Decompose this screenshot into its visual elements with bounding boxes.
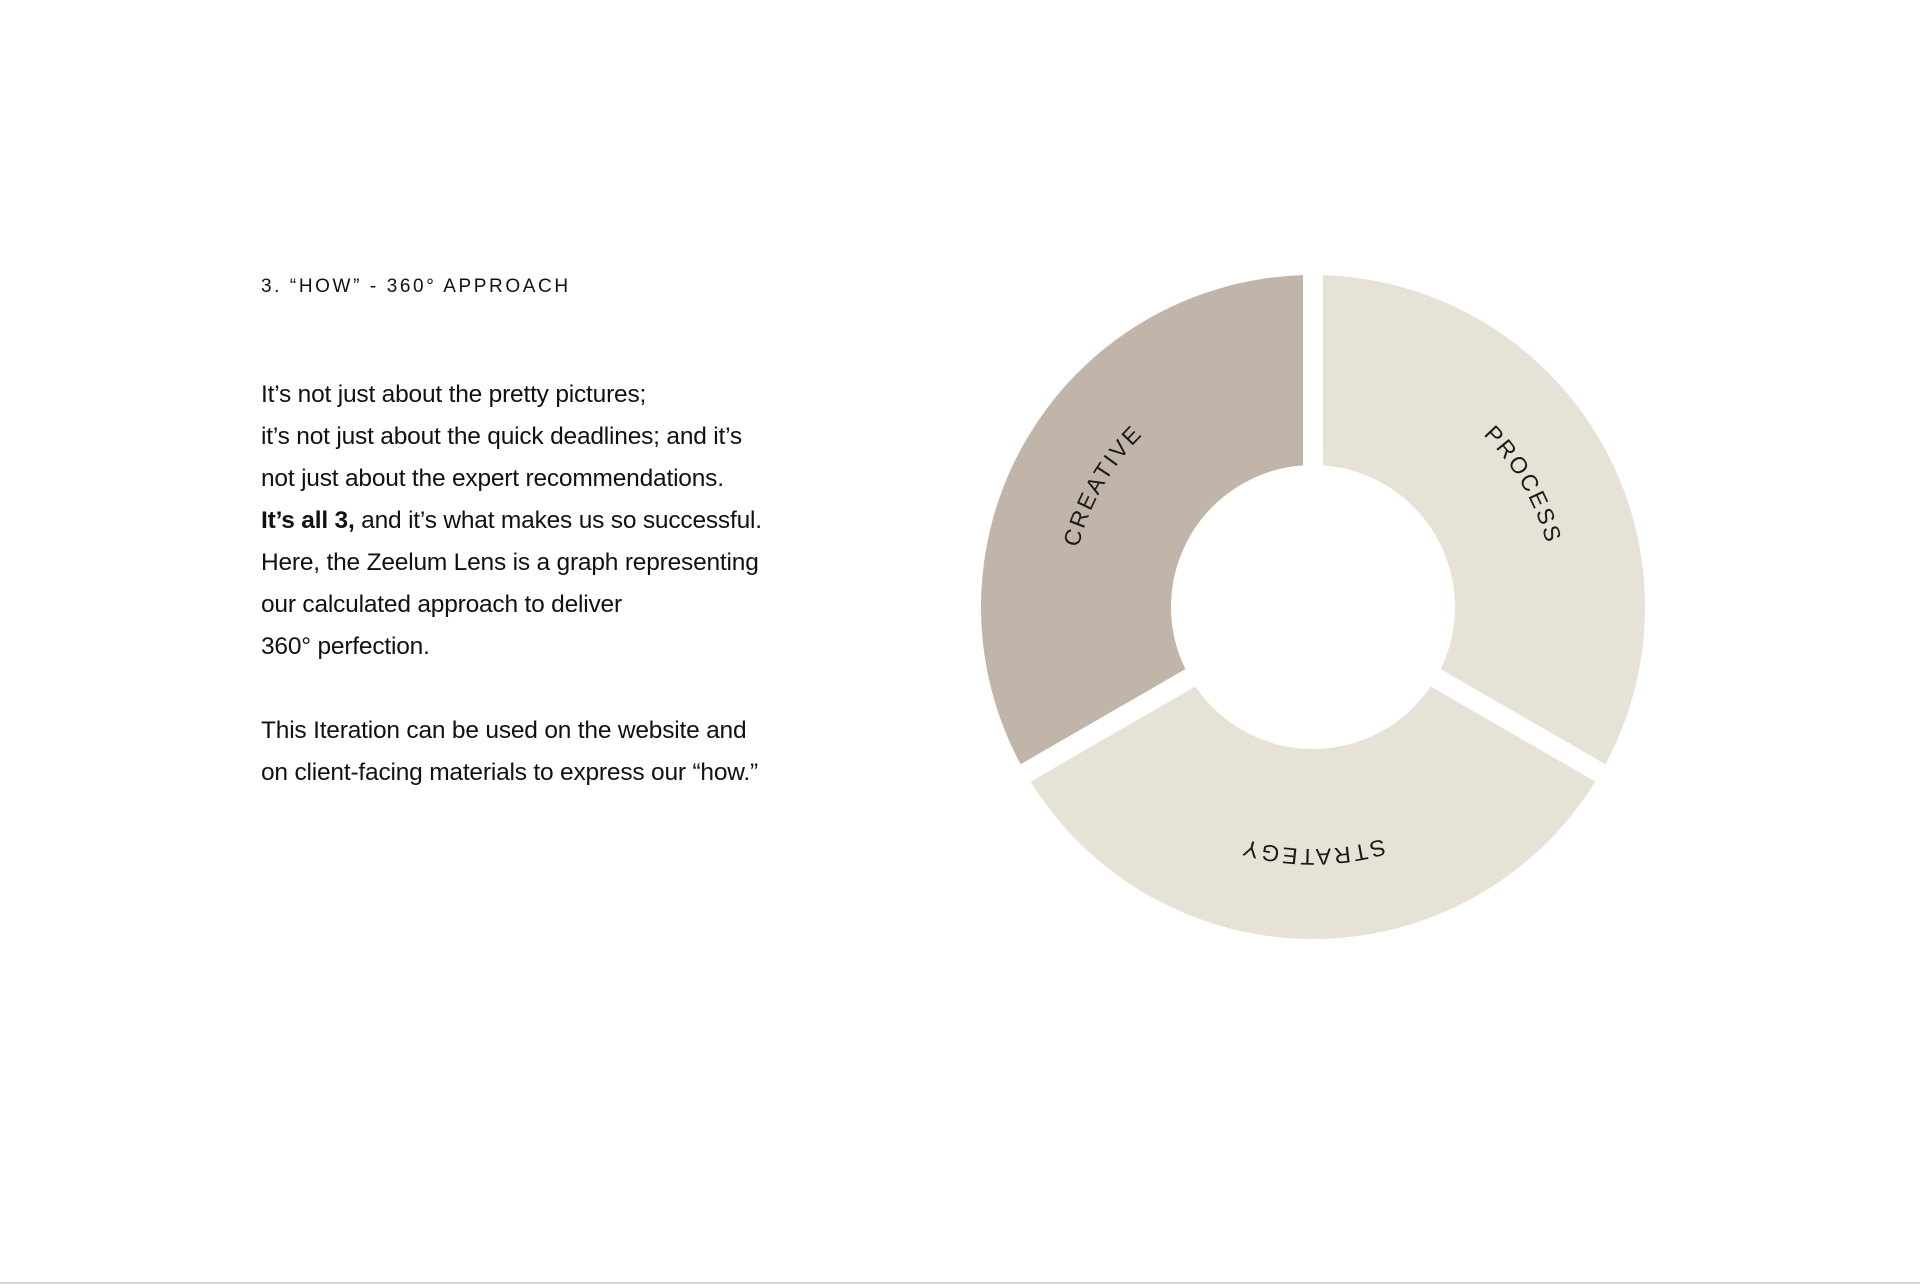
usage-paragraph: [261, 710, 861, 794]
lens-segment-creative: [981, 275, 1303, 764]
lens-label-process: PROCESS: [1479, 420, 1568, 548]
usage-line-2: on client-facing materials to express our “how.”: [261, 759, 758, 786]
zeelum-lens-diagram: [968, 262, 1658, 952]
lens-label-strategy: STRATEGY: [1237, 833, 1389, 871]
section-heading: 3. “HOW” - 360° APPROACH: [261, 276, 571, 297]
intro-line-2: it’s not just about the quick deadlines; and it’s: [261, 423, 742, 450]
lens-label-creative: CREATIVE: [1058, 418, 1148, 550]
text-column: [261, 272, 861, 794]
intro-line-1: It’s not just about the pretty pictures;: [261, 381, 647, 408]
lens-graphic: [968, 262, 1658, 952]
intro-line-4-rest: and it’s what makes us so successful.: [354, 507, 762, 534]
lens-segment-process: [1323, 275, 1645, 764]
usage-line-1: This Iteration can be used on the website and: [261, 717, 747, 744]
intro-paragraph: [261, 374, 861, 668]
intro-line-5: Here, the Zeelum Lens is a graph representing: [261, 549, 759, 576]
paragraph-spacer: [261, 668, 861, 710]
intro-line-4: [261, 500, 861, 542]
lens-segments: [981, 275, 1645, 939]
emphasis-text: It’s all 3,: [261, 507, 355, 534]
intro-line-7: 360° perfection.: [261, 633, 430, 660]
intro-line-3: not just about the expert recommendations.: [261, 465, 724, 492]
bottom-divider: [0, 1282, 1920, 1284]
lens-segment-strategy: [1031, 686, 1596, 939]
intro-line-6: our calculated approach to deliver: [261, 591, 622, 618]
